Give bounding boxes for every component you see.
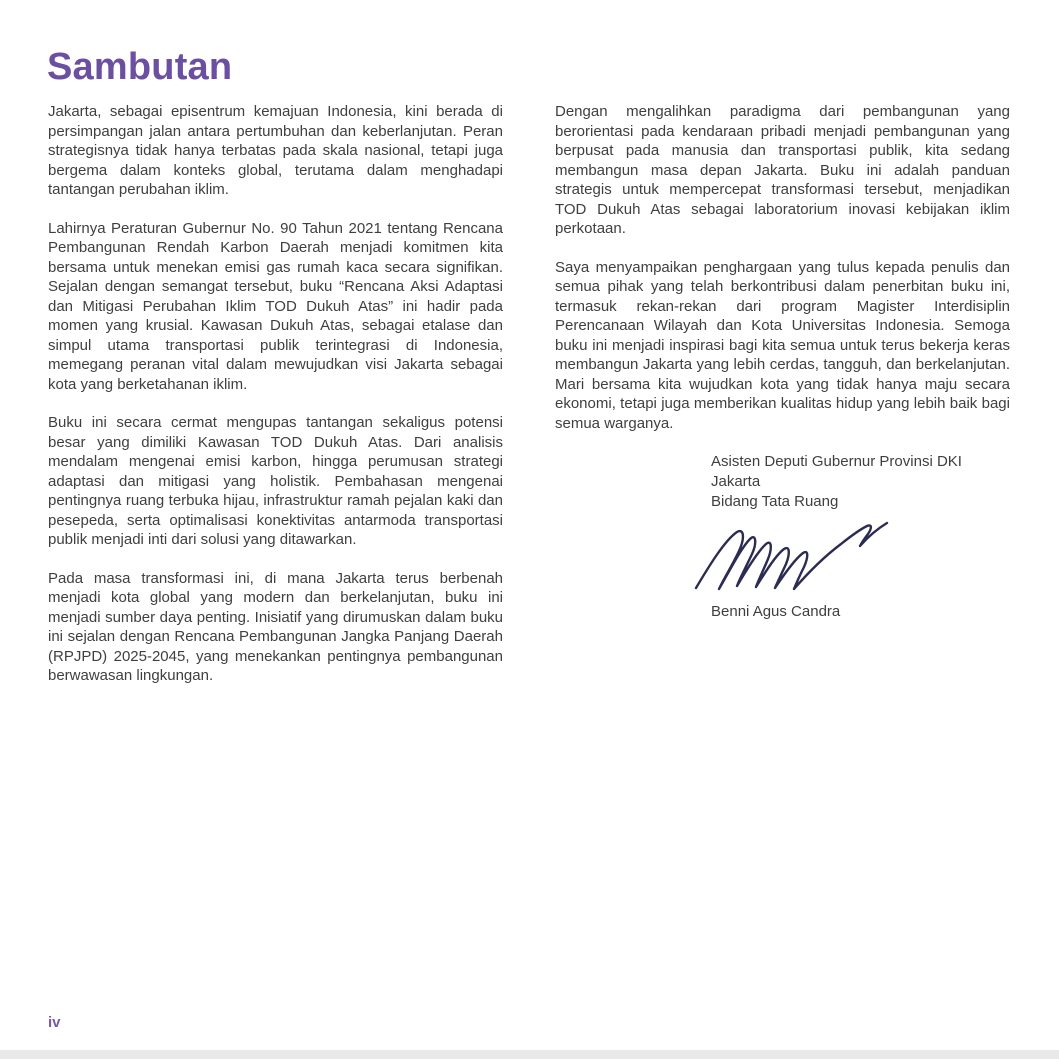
signatory-title-line-1: Asisten Deputi Gubernur Provinsi DKI Jakarta: [711, 453, 962, 490]
paragraph: Jakarta, sebagai episentrum kemajuan Indonesia, kini berada di persimpangan jalan antara pertumbuhan dan keberlanjutan. Peran strategisnya tidak hanya terbatas pada skala nasional, tetapi juga bergema dalam konteks global, terutama dalam menghadapi tantangan perubahan iklim.: [48, 103, 503, 198]
paragraph: Buku ini secara cermat mengupas tantangan sekaligus potensi besar yang dimiliki Kawasan TOD Dukuh Atas. Dari analisis mendalam mengenai emisi karbon, hingga perumusan strategi adaptasi dan mitigasi yang holistik. Pembahasan mengenai pentingnya ruang terbuka hijau, infrastruktur ramah pejalan kaki dan pesepeda, serta optimalisasi konektivitas antarmoda transportasi publik menjadi inti dari solusi yang ditawarkan.: [48, 414, 503, 548]
signatory-title-line-2: Bidang Tata Ruang: [711, 493, 839, 510]
paragraph: Dengan mengalihkan paradigma dari pembangunan yang berorientasi pada kendaraan pribadi menjadi pembangunan yang berpusat pada manusia dan transportasi publik, kita sedang membangun masa depan Jakarta. Buku ini adalah panduan strategis untuk mempercepat transformasi tersebut, menjadikan TOD Dukuh Atas sebagai laboratorium inovasi kebijakan iklim perkotaan.: [555, 103, 1010, 237]
paragraph: Lahirnya Peraturan Gubernur No. 90 Tahun 2021 tentang Rencana Pembangunan Rendah Karbon Daerah menjadi komitmen kita bersama untuk menekan emisi gas rumah kaca secara signifikan. Sejalan dengan semangat tersebut, buku “Rencana Aksi Adaptasi dan Mitigasi Perubahan Iklim TOD Dukuh Atas” ini hadir pada momen yang krusial. Kawasan Dukuh Atas, sebagai etalase dan simpul utama transportasi publik terintegrasi di Indonesia, memegang peranan vital dalam mewujudkan visi Jakarta sebagai kota yang berketahanan iklim.: [48, 219, 503, 393]
paragraph: Pada masa transformasi ini, di mana Jakarta terus berbenah menjadi kota global yang modern dan berkelanjutan, buku ini menjadi sumber daya penting. Inisiatif yang dirumuskan dalam buku ini sejalan dengan Rencana Pembangunan Jangka Panjang Daerah (RPJPD) 2025-2045, yang menekankan pentingnya pembangunan berwawasan lingkungan.: [48, 569, 503, 684]
two-column-body: [48, 102, 1010, 705]
left-column: [48, 102, 503, 705]
paragraph: Saya menyampaikan penghargaan yang tulus kepada penulis dan semua pihak yang telah berkontribusi dalam penerbitan buku ini, termasuk rekan-rekan dari program Magister Interdisiplin Perencanaan Wilayah dan Kota Universitas Indonesia. Semoga buku ini menjadi inspirasi bagi kita semua untuk terus bekerja keras membangun Jakarta yang lebih cerdas, tangguh, dan berkelanjutan. Mari bersama kita wujudkan kota yang tidak hanya maju secara ekonomi, tetapi juga memberikan kualitas hidup yang lebih baik bagi semua warganya.: [555, 258, 1010, 432]
page-number: iv: [48, 1014, 61, 1031]
signatory-name: Benni Agus Candra: [711, 603, 841, 620]
right-column: [555, 102, 1010, 705]
signatory-block: [711, 452, 1010, 622]
handwritten-signature-icon: [693, 520, 915, 598]
page-title: Sambutan: [47, 46, 233, 88]
bottom-edge-band: [0, 1050, 1059, 1059]
